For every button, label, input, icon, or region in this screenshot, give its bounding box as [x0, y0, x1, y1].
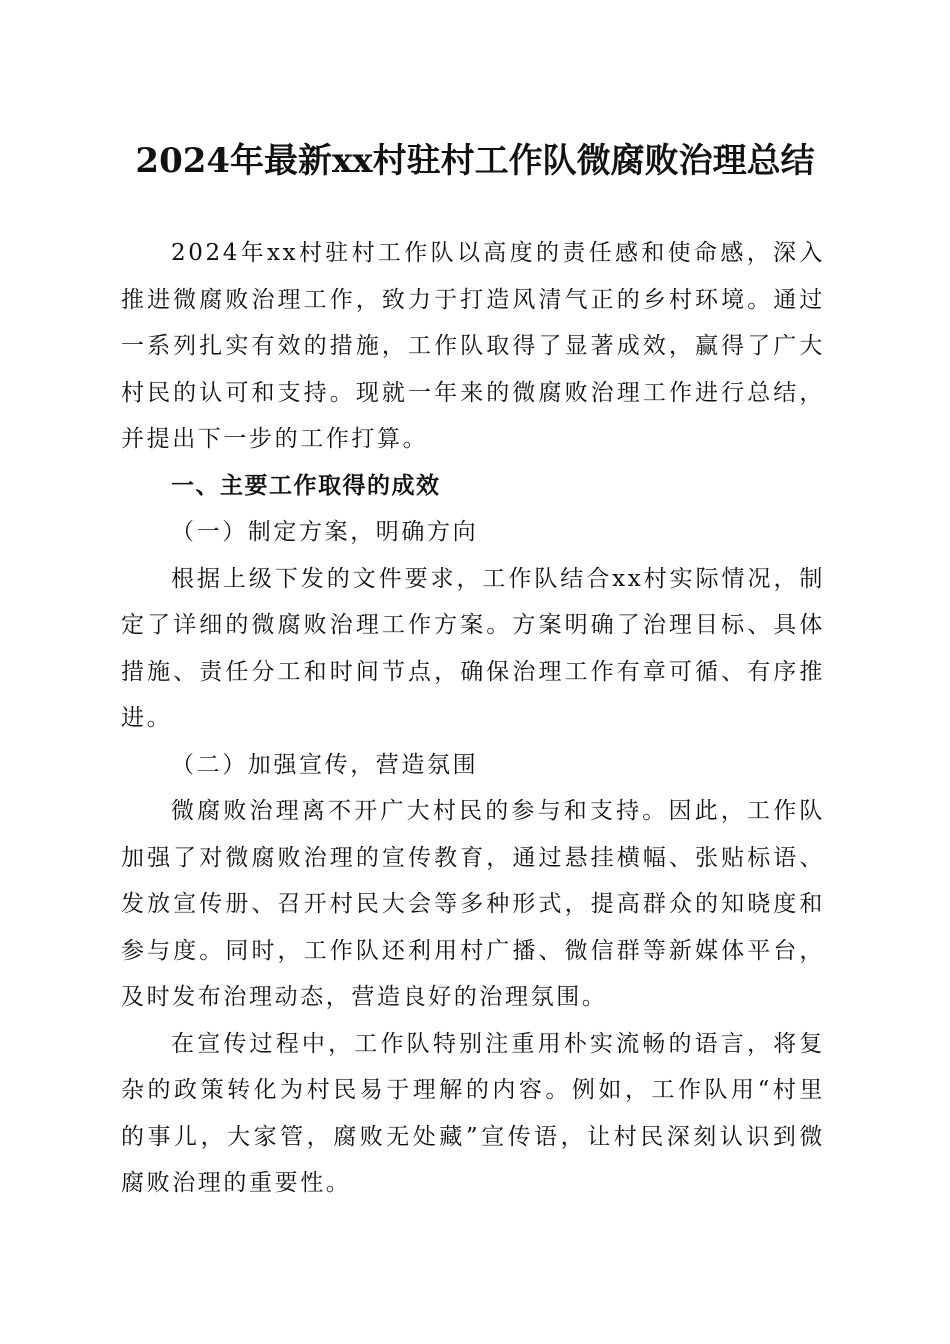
section-heading-1: 一、主要工作取得的成效 [171, 472, 441, 499]
document-title: 2024年最新xx村驻村工作队微腐败治理总结 [135, 141, 815, 181]
intro-paragraph: 2024年xx村驻村工作队以高度的责任感和使命感，深入推进微腐败治理工作，致力于打造风清气正的乡村环境。通过一系列扎实有效的措施，工作队取得了显著成效，赢得了广大村民的认可和支持。现就一年来的微腐败治理工作进行总结，并提出下一步的工作打算。 [121, 240, 825, 452]
subsection-heading-1: （一）制定方案，明确方向 [171, 519, 479, 545]
subsection-heading-2: （二）加强宣传，营造氛围 [171, 751, 479, 778]
body-paragraph-plan: 根据上级下发的文件要求，工作队结合xx村实际情况，制定了详细的微腐败治理工作方案。方案明确了治理目标、具体措施、责任分工和时间节点，确保治理工作有章可循、有序推进。 [121, 565, 825, 731]
document-body [121, 230, 825, 1207]
body-paragraph-language: 在宣传过程中，工作队特别注重用朴实流畅的语言，将复杂的政策转化为村民易于理解的内容。例如，工作队用“村里的事儿，大家管，腐败无处藏”宣传语，让村民深刻认识到微腐败治理的重要性。 [121, 1030, 825, 1196]
body-paragraph-publicity: 微腐败治理离不开广大村民的参与和支持。因此，工作队加强了对微腐败治理的宣传教育，通过悬挂横幅、张贴标语、发放宣传册、召开村民大会等多种形式，提高群众的知晓度和参与度。同时，工作队还利用村广播、微信群等新媒体平台，及时发布治理动态，营造良好的治理氛围。 [121, 798, 825, 1010]
